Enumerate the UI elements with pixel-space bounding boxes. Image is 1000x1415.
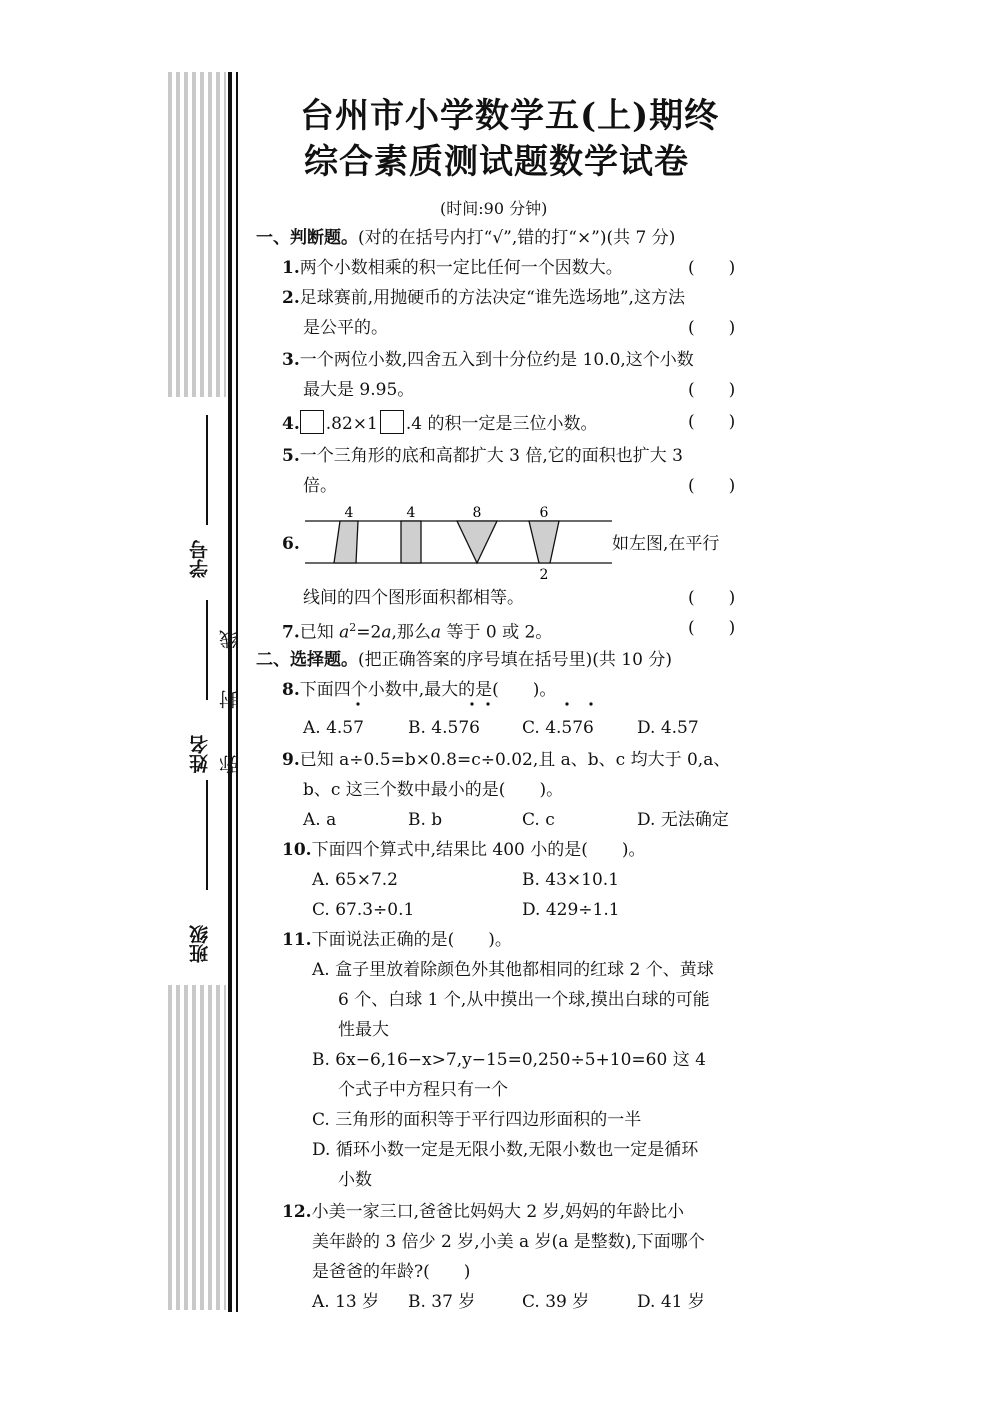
q11 bbox=[282, 928, 512, 952]
q9-option-c[interactable]: C. c bbox=[522, 810, 555, 830]
section1-heading bbox=[256, 226, 675, 250]
section1-note: (对的在括号内打“√”,错的打“×”)(共 7 分) bbox=[358, 228, 676, 248]
q11-option-d-line1[interactable]: D. 循环小数一定是无限小数,无限小数也一定是循环 bbox=[312, 1140, 699, 1160]
q9-option-b[interactable]: B. b bbox=[408, 810, 443, 830]
q6-triangle bbox=[457, 521, 497, 563]
q10-option-c[interactable]: C. 67.3÷0.1 bbox=[312, 900, 415, 920]
q6-num: 6. bbox=[282, 534, 300, 554]
q3-answer-blank[interactable]: ( ) bbox=[688, 380, 736, 400]
q7-num: 7. bbox=[282, 622, 300, 643]
time-limit: (时间:90 分钟) bbox=[440, 199, 548, 218]
q8-dot-b1 bbox=[470, 702, 473, 705]
q1-answer-blank[interactable]: ( ) bbox=[688, 258, 736, 278]
q5-text2: 倍。 bbox=[303, 476, 337, 496]
q7 bbox=[282, 616, 552, 645]
seal-xian: 线 bbox=[219, 630, 241, 649]
q4-num: 4. bbox=[282, 414, 300, 434]
q7-answer-blank[interactable]: ( ) bbox=[688, 618, 736, 638]
q4-part1: .82×1 bbox=[325, 414, 378, 434]
class-blank[interactable] bbox=[206, 780, 208, 890]
q12-num: 12. bbox=[282, 1202, 312, 1222]
q11-option-a-line3: 性最大 bbox=[338, 1020, 389, 1040]
q6-inverted-trapezoid bbox=[529, 521, 559, 563]
q11-option-b-line2: 个式子中方程只有一个 bbox=[338, 1080, 508, 1100]
q8 bbox=[282, 678, 556, 702]
q9-text2: b、c 这三个数中最小的是( )。 bbox=[303, 780, 564, 800]
name-label: 姓名 bbox=[189, 735, 211, 773]
section2-note: (把正确答案的序号填在括号里)(共 10 分) bbox=[358, 650, 672, 670]
q12-option-b[interactable]: B. 37 岁 bbox=[408, 1292, 476, 1312]
q11-option-d-line2: 小数 bbox=[338, 1170, 372, 1190]
q12-text1: 小美一家三口,爸爸比妈妈大 2 岁,妈妈的年龄比小 bbox=[311, 1202, 685, 1222]
q12-option-a[interactable]: A. 13 岁 bbox=[312, 1292, 380, 1312]
seal-mi: 弥 bbox=[219, 755, 241, 774]
q5-text1: 一个三角形的底和高都扩大 3 倍,它的面积也扩大 3 bbox=[299, 446, 683, 466]
q10-text: 下面四个算式中,结果比 400 小的是( )。 bbox=[311, 840, 646, 860]
name-blank[interactable] bbox=[206, 600, 208, 700]
q8-repeating-dots bbox=[300, 700, 700, 710]
section1-title: 一、判断题。 bbox=[256, 228, 358, 248]
q12-text2: 美年龄的 3 倍少 2 岁,小美 a 岁(a 是整数),下面哪个 bbox=[312, 1232, 705, 1252]
q5-answer-blank[interactable]: ( ) bbox=[688, 476, 736, 496]
q7-text-b: ,那么 bbox=[391, 622, 431, 643]
q6-label-3: 8 bbox=[472, 505, 482, 521]
q6-rectangle bbox=[401, 521, 421, 563]
q7-sup: 2 bbox=[349, 621, 357, 634]
q6-label-5: 2 bbox=[539, 567, 549, 583]
q10-num: 10. bbox=[282, 840, 312, 860]
q6-label-2: 4 bbox=[406, 505, 416, 521]
q7-var-2: a bbox=[381, 622, 392, 643]
q5-line1 bbox=[282, 444, 683, 468]
q1 bbox=[282, 256, 623, 280]
q9-text1: 已知 a÷0.5=b×0.8=c÷0.02,且 a、b、c 均大于 0,a、 bbox=[299, 750, 731, 770]
q9-option-a[interactable]: A. a bbox=[303, 810, 337, 830]
q10 bbox=[282, 838, 646, 862]
q6-answer-blank[interactable]: ( ) bbox=[688, 588, 736, 608]
q8-option-c[interactable]: C. 4.576 bbox=[522, 718, 594, 738]
q4-digit-box-1[interactable] bbox=[300, 410, 324, 434]
margin-stripe-top bbox=[168, 72, 226, 397]
q8-dot-c2 bbox=[589, 702, 592, 705]
q8-num: 8. bbox=[282, 680, 300, 700]
page-title-line1: 台州市小学数学五(上)期终 bbox=[300, 96, 720, 136]
q2-text1: 足球赛前,用抛硬币的方法决定“谁先选场地”,这方法 bbox=[299, 288, 685, 308]
q1-text: 两个小数相乘的积一定比任何一个因数大。 bbox=[299, 258, 623, 278]
q5-num: 5. bbox=[282, 446, 300, 466]
q9-line1 bbox=[282, 748, 730, 772]
q2-line1 bbox=[282, 286, 685, 310]
q4-answer-blank[interactable]: ( ) bbox=[688, 412, 736, 432]
q10-option-b[interactable]: B. 43×10.1 bbox=[522, 870, 620, 890]
q8-option-b[interactable]: B. 4.576 bbox=[408, 718, 480, 738]
q11-option-b-line1[interactable]: B. 6x−6,16−x>7,y−15=0,250÷5+10=60 这 4 bbox=[312, 1050, 706, 1070]
seal-feng: 封 bbox=[219, 690, 241, 709]
q2-num: 2. bbox=[282, 288, 300, 308]
q2-answer-blank[interactable]: ( ) bbox=[688, 318, 736, 338]
margin-stripe-bottom bbox=[168, 985, 226, 1310]
section2-title: 二、选择题。 bbox=[256, 650, 358, 670]
q11-text: 下面说法正确的是( )。 bbox=[311, 930, 512, 950]
q11-option-c-line1[interactable]: C. 三角形的面积等于平行四边形面积的一半 bbox=[312, 1110, 642, 1130]
q12-text3: 是爸爸的年龄?( ) bbox=[312, 1262, 471, 1282]
q6-trapezoid bbox=[334, 521, 358, 563]
q11-option-a-line2: 6 个、白球 1 个,从中摸出一个球,摸出白球的可能 bbox=[338, 990, 710, 1010]
q7-eq: =2 bbox=[356, 622, 382, 643]
q7-text-a: 已知 bbox=[299, 622, 334, 643]
q6-figure bbox=[300, 500, 620, 585]
q12-option-d[interactable]: D. 41 岁 bbox=[637, 1292, 705, 1312]
q3-text1: 一个两位小数,四舍五入到十分位约是 10.0,这个小数 bbox=[299, 350, 694, 370]
q4-digit-box-2[interactable] bbox=[380, 410, 404, 434]
q3-text2: 最大是 9.95。 bbox=[303, 380, 415, 400]
q8-dot-c1 bbox=[565, 702, 568, 705]
q8-text: 下面四个小数中,最大的是( )。 bbox=[299, 680, 557, 700]
q9-num: 9. bbox=[282, 750, 300, 770]
q7-var-3: a bbox=[430, 622, 442, 643]
q12-line1 bbox=[282, 1200, 684, 1224]
class-label: 班级 bbox=[189, 925, 211, 963]
q11-num: 11. bbox=[282, 930, 312, 950]
q12-option-c[interactable]: C. 39 岁 bbox=[522, 1292, 590, 1312]
section2-heading bbox=[256, 648, 672, 672]
q10-option-d[interactable]: D. 429÷1.1 bbox=[522, 900, 620, 920]
q3-line1 bbox=[282, 348, 694, 372]
q10-option-a[interactable]: A. 65×7.2 bbox=[312, 870, 398, 890]
q3-num: 3. bbox=[282, 350, 300, 370]
page-title-line2: 综合素质测试题数学试卷 bbox=[304, 142, 689, 182]
q4 bbox=[282, 410, 597, 436]
q8-option-d[interactable]: D. 4.57 bbox=[637, 718, 699, 738]
student-no-label: 学号 bbox=[189, 540, 211, 578]
q8-dot-a bbox=[356, 702, 359, 705]
q8-option-a[interactable]: A. 4.57 bbox=[303, 718, 364, 738]
q11-option-a-line1[interactable]: A. 盒子里放着除颜色外其他都相同的红球 2 个、黄球 bbox=[312, 960, 714, 980]
q9-option-d[interactable]: D. 无法确定 bbox=[637, 810, 729, 830]
q7-text-c: 等于 0 或 2。 bbox=[446, 622, 553, 643]
student-no-blank[interactable] bbox=[206, 415, 208, 525]
q6-text1: 如左图,在平行 bbox=[612, 534, 720, 554]
q7-var-1: a bbox=[339, 622, 350, 643]
q6-label-4: 6 bbox=[539, 505, 549, 521]
q2-text2: 是公平的。 bbox=[303, 318, 388, 338]
q6-label-1: 4 bbox=[344, 505, 354, 521]
q6-text2: 线间的四个图形面积都相等。 bbox=[303, 588, 524, 608]
q4-part2: .4 的积一定是三位小数。 bbox=[405, 414, 598, 434]
q8-dot-b2 bbox=[486, 702, 489, 705]
q1-num: 1. bbox=[282, 258, 300, 278]
